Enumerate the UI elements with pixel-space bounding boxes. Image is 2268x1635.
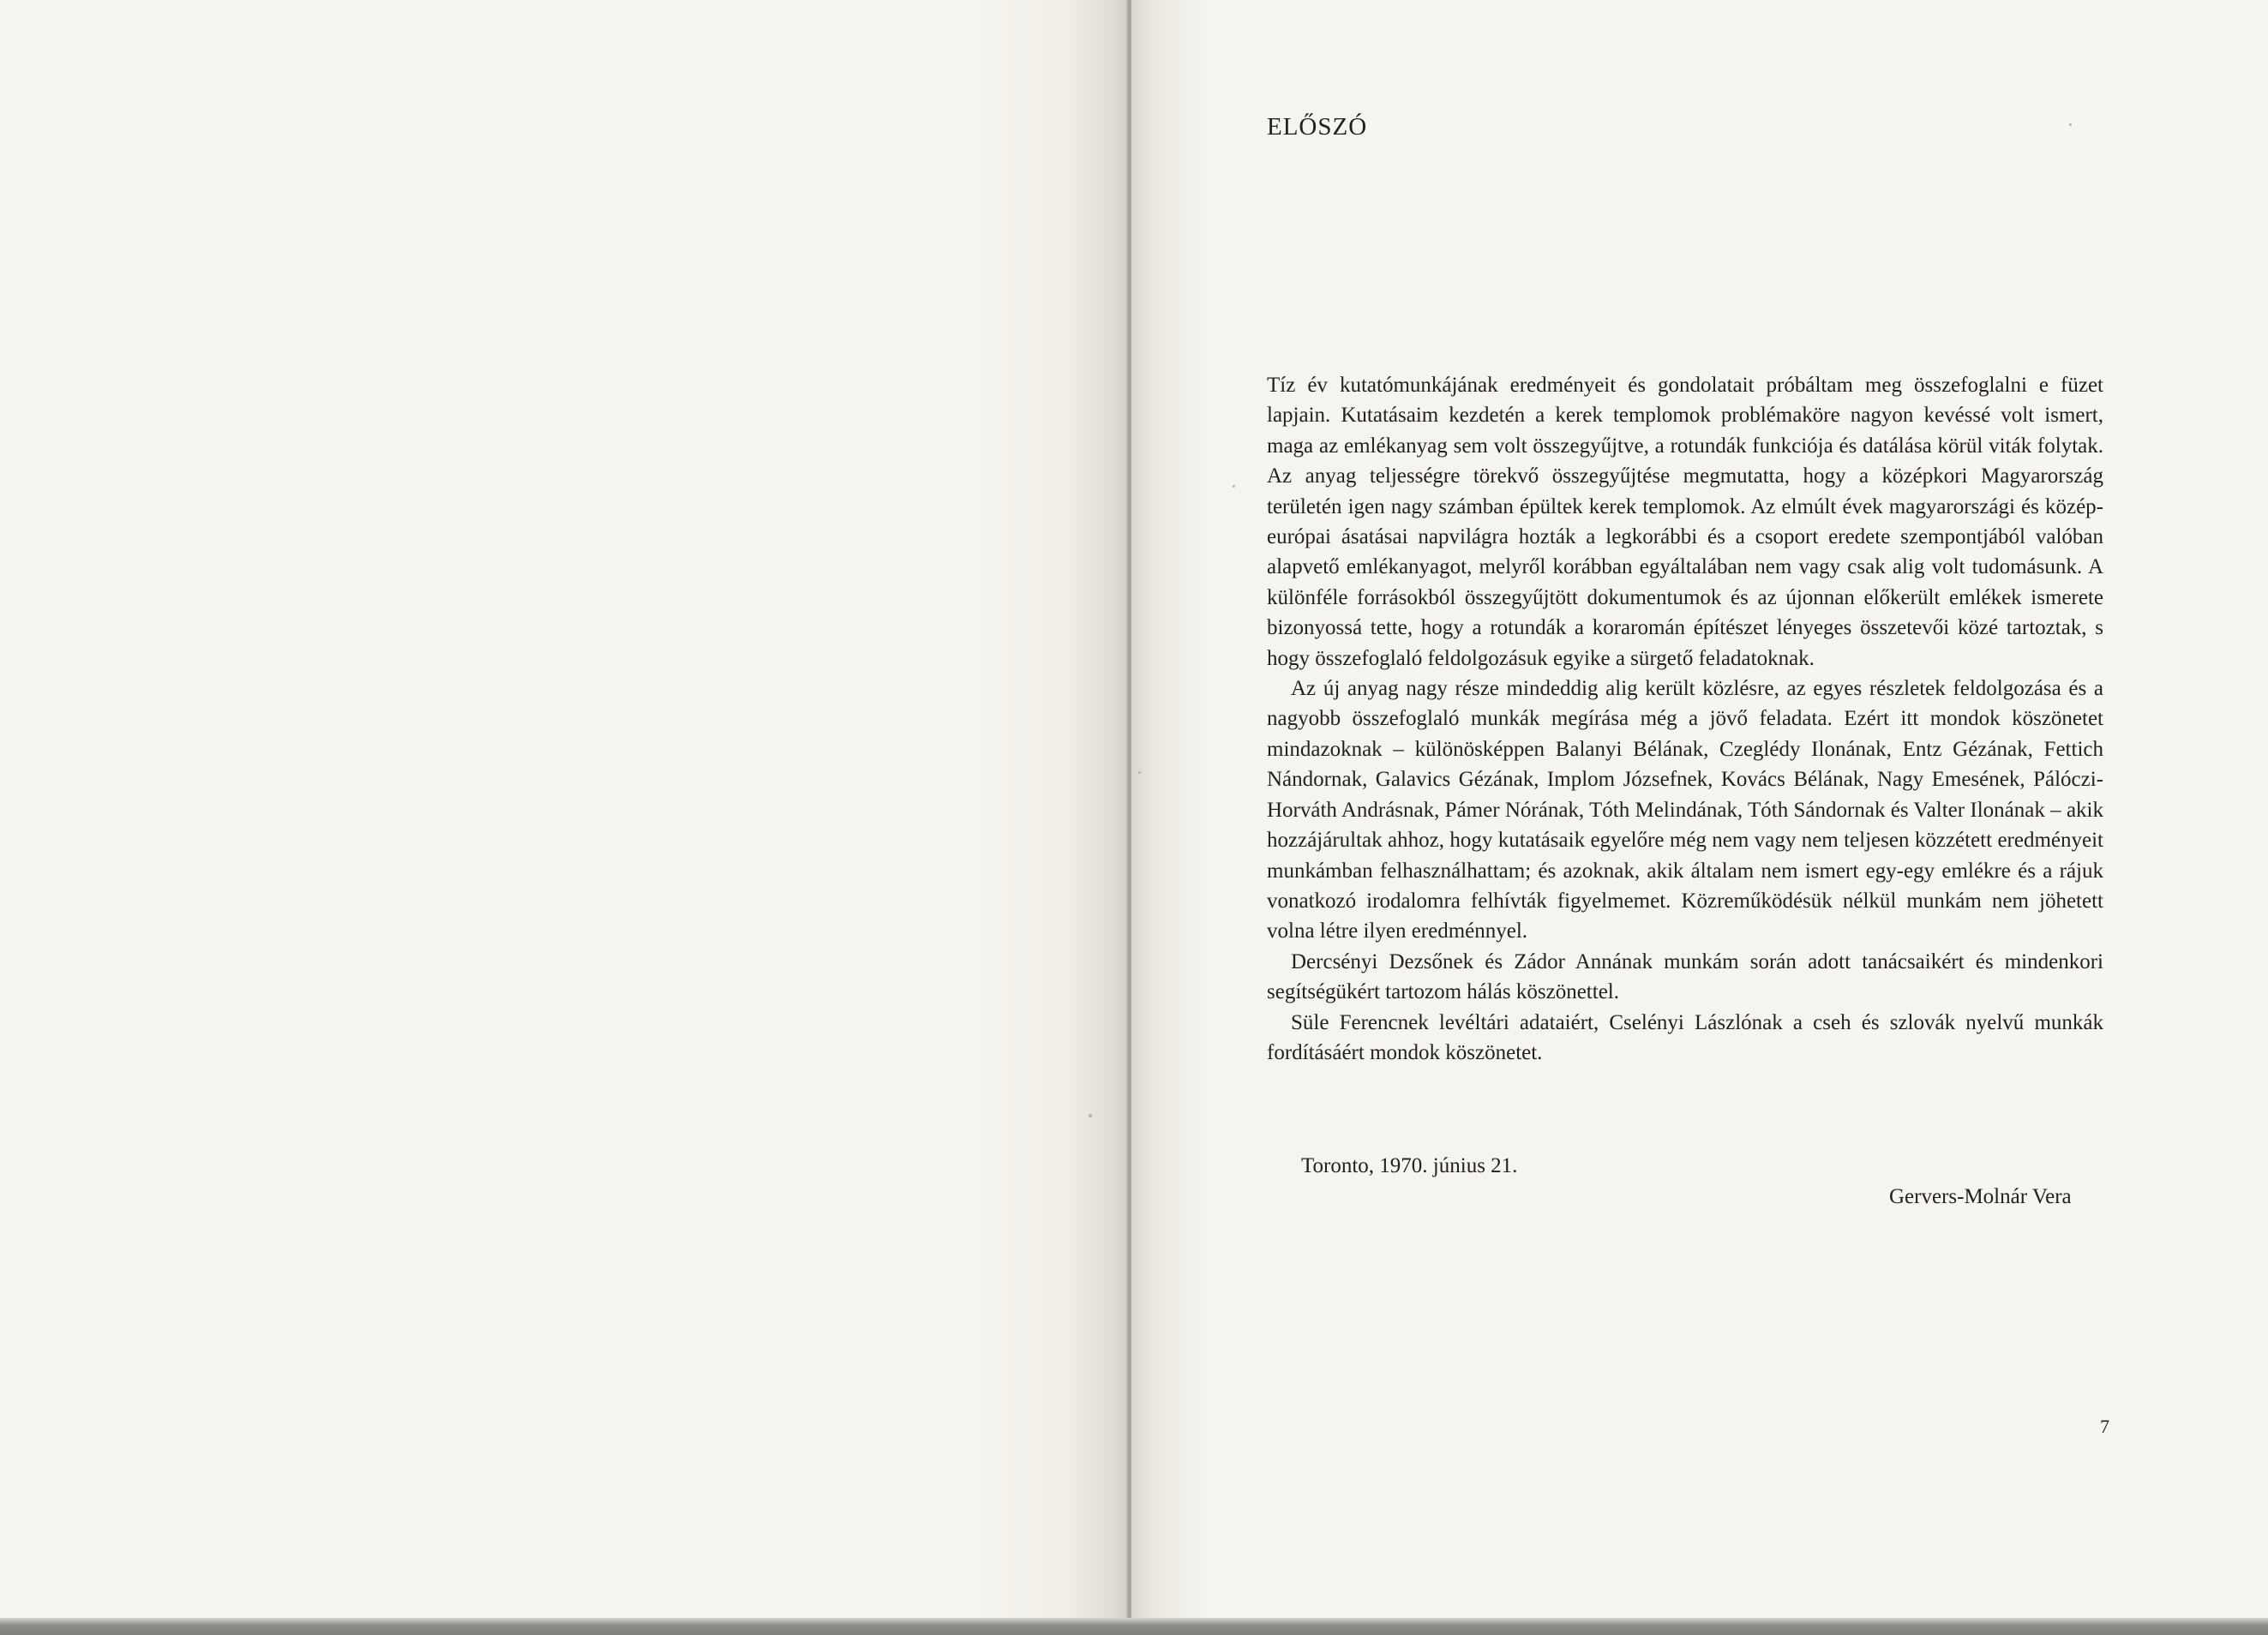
- paper-speck: [2069, 123, 2072, 126]
- author-signature: Gervers-Molnár Vera: [1889, 1185, 2072, 1208]
- left-page-blank: [0, 0, 1128, 1620]
- paragraph: Dercsényi Dezsőnek és Zádor Annának munkám során adott tanácsaikért és mindenkori segítségükért tartozom hálás köszönettel.: [1267, 949, 2103, 1004]
- page-number: 7: [2100, 1416, 2109, 1437]
- paragraph: Süle Ferencnek levéltári adataiért, Cselényi Lászlónak a cseh és szlovák nyelvű munkák fordításáért mondok köszönetet.: [1267, 1010, 2103, 1064]
- place-date: Toronto, 1970. június 21.: [1301, 1154, 1518, 1177]
- section-heading: ELŐSZÓ: [1267, 113, 1368, 141]
- paragraph: Tíz év kutatómunkájának eredményeit és gondolatait próbáltam meg összefoglalni e füzet lapjain. Kutatásaim kezdetén a kerek templomok problémaköre nagyon kevéssé volt ismert, maga az emlékanyag sem volt összegyűjtve, a rotundák funkciója és datálása körül viták folytak. Az anyag teljességre törekvő összegyűjtése megmutatta, hogy a középkori Magyarország területén igen nagy számban épültek kerek templomok. Az elmúlt évek magyarországi és közép-európai ásatásai napvilágra hozták a legkorábbi és a csoport eredete szempontjából valóban alapvető emlékanyagot, melyről korábban egyáltalában nem vagy csak alig volt tudomásunk. A különféle forrásokból összegyűjtött dokumentumok és az újonnan előkerült emlékek ismerete bizonyossá tette, hogy a rotundák a koraromán építészet lényeges összetevői közé tartoztak, s hogy összefoglaló feldolgozásuk egyike a sürgető feladatoknak.: [1267, 374, 2103, 670]
- paragraph: Az új anyag nagy része mindeddig alig került közlésre, az egyes részletek feldolgozása és a nagyobb összefoglaló munkák megírása még a jövő feladata. Ezért itt mondok köszönetet mindazoknak – különösképpen Balanyi Bélának, Czeglédy Ilonának, Entz Gézának, Fettich Nándornak, Galavics Gézának, Implom Józsefnek, Kovács Bélának, Nagy Emesének, Pálóczi-Horváth Andrásnak, Pámer Nórának, Tóth Melindának, Tóth Sándornak és Valter Ilonának – akik hozzájárultak ahhoz, hogy kutatásaik egyelőre még nem vagy nem teljesen közzétett eredményeit munkámban felhasználhattam; és azoknak, akik általam nem ismert egy-egy emlékre és a rájuk vonatkozó irodalomra felhívták figyelmemet. Közreműködésük nélkül munkám nem jöhetett volna létre ilyen eredménnyel.: [1267, 677, 2103, 943]
- paper-speck: [1233, 485, 1235, 488]
- paper-speck: [1089, 1114, 1092, 1117]
- paper-speck: [1138, 771, 1141, 774]
- page-bottom-edge: [0, 1618, 2268, 1635]
- body-text: [1267, 370, 2103, 1068]
